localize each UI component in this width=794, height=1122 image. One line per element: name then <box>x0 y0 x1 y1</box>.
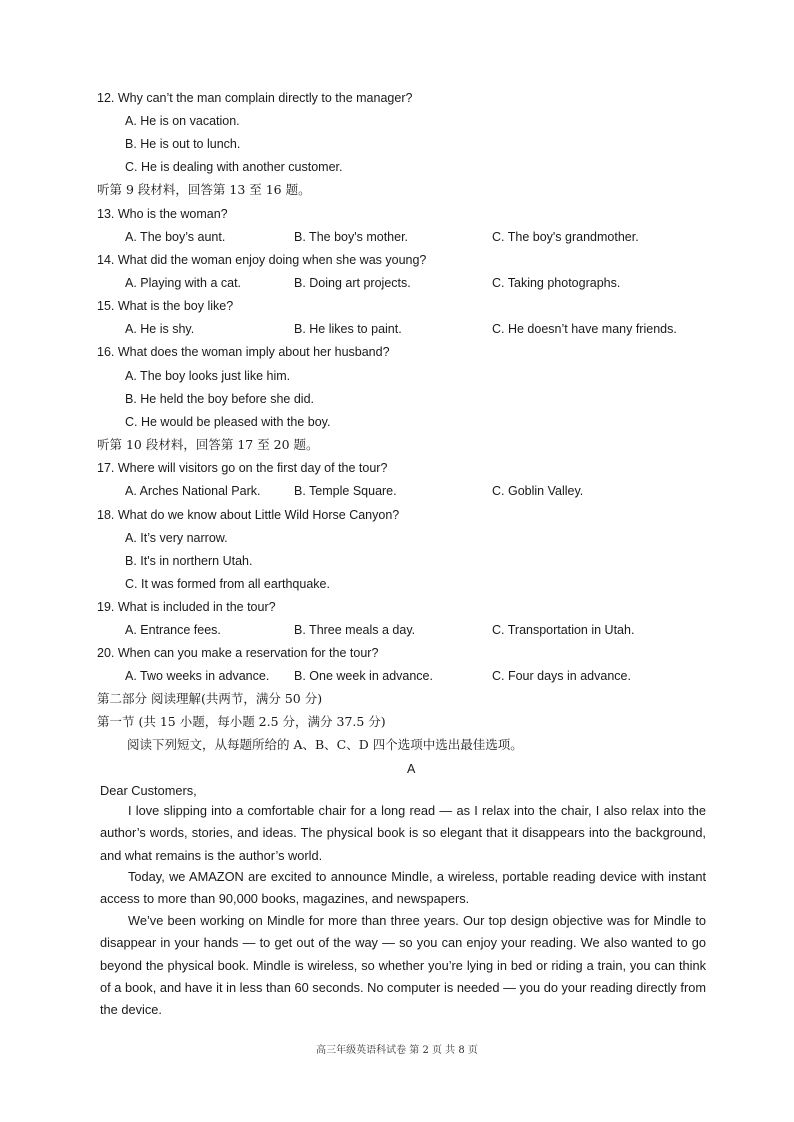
q14-option-a: A. Playing with a cat. <box>125 276 242 290</box>
question-17: 17. Where will visitors go on the first day of the tour? <box>97 461 388 475</box>
section-10-heading: 听第 10 段材料，回答第 17 至 20 题。 <box>97 437 319 452</box>
question-16: 16. What does the woman imply about her husband? <box>97 345 390 359</box>
paragraph-1 <box>100 800 706 867</box>
q16-option-a: A. The boy looks just like him. <box>125 369 291 383</box>
q16-option-b: B. He held the boy before she did. <box>125 392 315 406</box>
q12-option-b: B. He is out to lunch. <box>125 137 241 151</box>
q14-option-c: C. Taking photographs. <box>492 276 621 290</box>
q13-option-c: C. The boy's grandmother. <box>492 230 639 244</box>
q20-option-a: A. Two weeks in advance. <box>125 669 270 683</box>
q14-option-b: B. Doing art projects. <box>294 276 411 290</box>
q13-option-a: A. The boy’s aunt. <box>125 230 226 244</box>
question-18: 18. What do we know about Little Wild Horse Canyon? <box>97 508 400 522</box>
page-footer: 高三年级英语科试卷 第 2 页 共 8 页 <box>316 1045 478 1056</box>
q15-option-c: C. He doesn’t have many friends. <box>492 322 677 336</box>
q20-option-b: B. One week in advance. <box>294 669 433 683</box>
q19-option-a: A. Entrance fees. <box>125 623 221 637</box>
q16-option-c: C. He would be pleased with the boy. <box>125 415 331 429</box>
q15-option-b: B. He likes to paint. <box>294 322 402 336</box>
q19-option-c: C. Transportation in Utah. <box>492 623 635 637</box>
q17-option-a: A. Arches National Park. <box>125 484 261 498</box>
q20-option-c: C. Four days in advance. <box>492 669 631 683</box>
question-14: 14. What did the woman enjoy doing when she was young? <box>97 253 427 267</box>
part-2-title: 第二部分 阅读理解(共两节，满分 50 分) <box>97 691 323 706</box>
q18-option-a: A. It’s very narrow. <box>125 531 228 545</box>
paragraph-3-text: We’ve been working on Mindle for more than three years. Our top design objective was for Mindle to disappear in your hands — to get out of the way — so you can enjoy your reading. We also wanted to go beyond the physical book. Mindle is wireless, so whether you’re lying in bed or riding a train, you can think of a book, and have it in less than 60 seconds. No computer is needed — you do your reading directly from the device. <box>100 913 706 1018</box>
question-13: 13. Who is the woman? <box>97 207 228 221</box>
paragraph-3 <box>100 910 706 1021</box>
q17-option-c: C. Goblin Valley. <box>492 484 584 498</box>
passage-label: A <box>407 762 416 776</box>
salutation: Dear Customers, <box>100 783 197 798</box>
question-12: 12. Why can’t the man complain directly to the manager? <box>97 91 413 105</box>
q18-option-c: C. It was formed from all earthquake. <box>125 577 330 591</box>
q12-option-c: C. He is dealing with another customer. <box>125 160 343 174</box>
q12-option-a: A. He is on vacation. <box>125 114 240 128</box>
q15-option-a: A. He is shy. <box>125 322 195 336</box>
question-20: 20. When can you make a reservation for the tour? <box>97 646 379 660</box>
paragraph-2-text: Today, we AMAZON are excited to announce Mindle, a wireless, portable reading device with instant access to more than 90,000 books, magazines, and newspapers. <box>100 869 706 907</box>
q17-option-b: B. Temple Square. <box>294 484 397 498</box>
paragraph-1-text: I love slipping into a comfortable chair for a long read — as I relax into the chair, I also relax into the author’s words, stories, and ideas. The physical book is so elegant that it disappears into the background, and what remains is the author’s world. <box>100 803 706 863</box>
section-1-title: 第一节 (共 15 小题，每小题 2.5 分，满分 37.5 分) <box>97 714 386 729</box>
reading-instruction: 阅读下列短文，从每题所给的 A、B、C、D 四个选项中选出最佳选项。 <box>127 737 523 752</box>
question-15: 15. What is the boy like? <box>97 299 234 313</box>
question-19: 19. What is included in the tour? <box>97 600 276 614</box>
section-9-heading: 听第 9 段材料，回答第 13 至 16 题。 <box>97 182 311 197</box>
q19-option-b: B. Three meals a day. <box>294 623 416 637</box>
paragraph-2 <box>100 866 706 911</box>
q18-option-b: B. It's in northern Utah. <box>125 554 253 568</box>
q13-option-b: B. The boy's mother. <box>294 230 409 244</box>
